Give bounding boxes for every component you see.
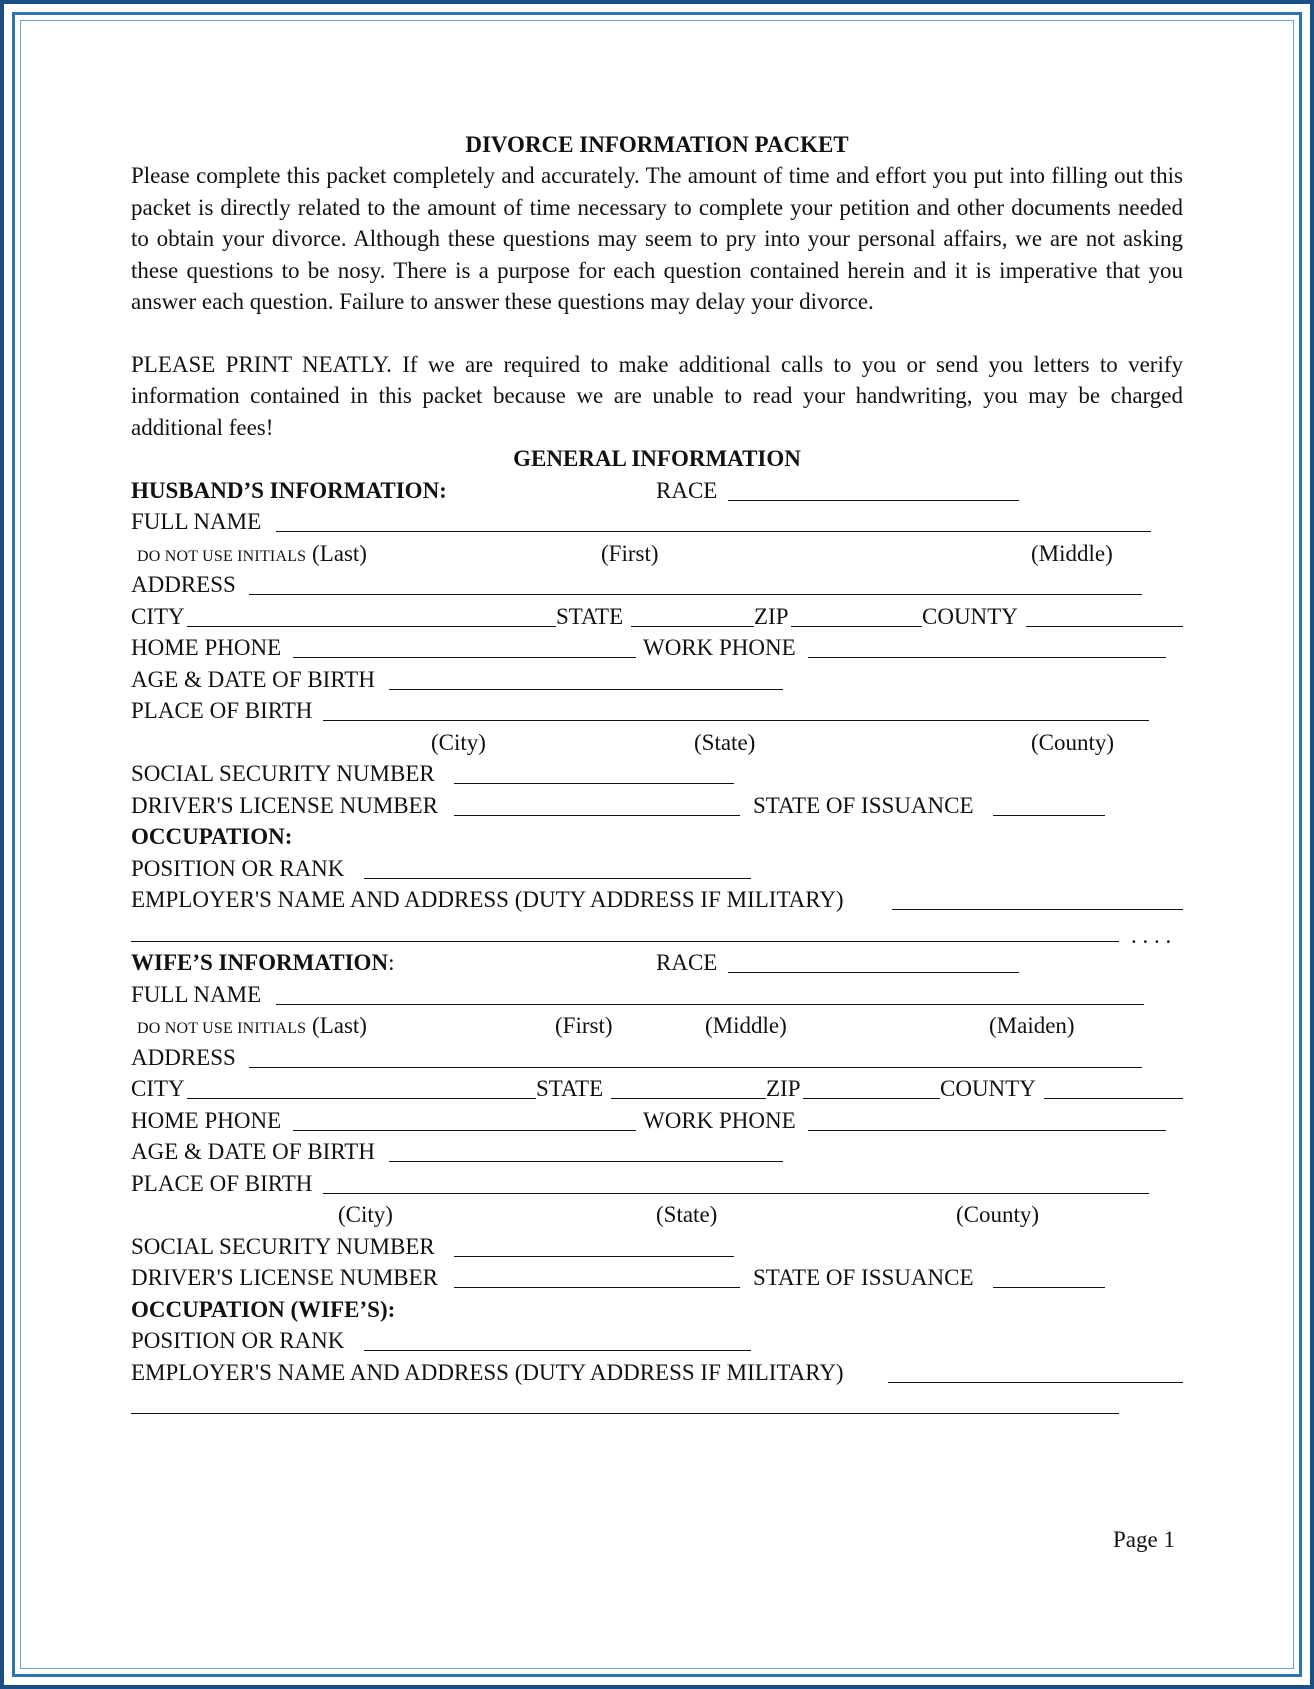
husband-ssn-row: [131, 758, 1183, 790]
state-label: STATE: [556, 603, 624, 629]
husband-address-row: [131, 569, 1183, 601]
husband-employer-field[interactable]: [892, 909, 1183, 910]
wife-employer-line2-row: [131, 1388, 1183, 1420]
husband-race-field[interactable]: [728, 500, 1019, 501]
document-title: DIVORCE INFORMATION PACKET: [465, 132, 849, 157]
zip-label: ZIP: [766, 1076, 801, 1101]
city-hint: (City): [338, 1202, 393, 1227]
city-hint: (City): [431, 729, 486, 755]
husband-age-row: [131, 664, 1183, 696]
city-label: CITY: [131, 1076, 185, 1101]
wife-heading-colon: :: [388, 950, 395, 975]
position-rank-label: POSITION OR RANK: [131, 1328, 345, 1353]
address-label: ADDRESS: [131, 1044, 236, 1070]
wife-employer-field-2[interactable]: [131, 1413, 1119, 1414]
husband-zip-field[interactable]: [791, 626, 922, 627]
husband-county-field[interactable]: [1026, 626, 1183, 627]
wife-state-of-issuance-field[interactable]: [993, 1287, 1105, 1288]
no-initials-note: DO NOT USE INITIALS: [137, 547, 307, 565]
wife-age-dob-field[interactable]: [389, 1161, 783, 1162]
employer-label: EMPLOYER'S NAME AND ADDRESS (DUTY ADDRESS IF MILITARY): [131, 1359, 844, 1385]
husband-employer-field-2[interactable]: [131, 941, 1119, 942]
page-number: Page 1: [1113, 1527, 1175, 1552]
husband-city-field[interactable]: [187, 626, 556, 627]
wife-race-field[interactable]: [728, 972, 1019, 973]
place-of-birth-label: PLACE OF BIRTH: [131, 698, 313, 723]
husband-place-of-birth-field[interactable]: [323, 720, 1149, 721]
wife-county-field[interactable]: [1044, 1098, 1183, 1099]
print-neatly-paragraph: PLEASE PRINT NEATLY. If we are required to make additional calls to you or send you letters to verify information contained in this packet because we are unable to read your handwriting, you may be charged additional fees!: [131, 351, 1183, 440]
position-rank-label: POSITION OR RANK: [131, 855, 345, 881]
husband-heading: HUSBAND’S INFORMATION:: [131, 477, 447, 503]
wife-occupation-row: [131, 1294, 1183, 1326]
wife-name-hint-row: [131, 1010, 1183, 1042]
middle-hint: (Middle): [1031, 540, 1113, 566]
husband-occupation-heading: OCCUPATION:: [131, 824, 293, 849]
wife-work-phone-field[interactable]: [808, 1130, 1166, 1131]
ssn-label: SOCIAL SECURITY NUMBER: [131, 1233, 435, 1259]
continuation-dots: . . . .: [1131, 922, 1172, 948]
dl-number-label: DRIVER'S LICENSE NUMBER: [131, 792, 438, 818]
middle-hint: (Middle): [705, 1013, 787, 1038]
first-hint: (First): [601, 540, 659, 566]
husband-dl-row: [131, 790, 1183, 822]
form-page: [131, 130, 1183, 1420]
husband-occupation-row: [131, 821, 1183, 853]
husband-home-phone-field[interactable]: [293, 657, 636, 658]
husband-heading-row: [131, 475, 1183, 507]
wife-occupation-heading: OCCUPATION (WIFE’S):: [131, 1296, 396, 1322]
ssn-label: SOCIAL SECURITY NUMBER: [131, 761, 435, 786]
wife-dl-number-field[interactable]: [454, 1287, 740, 1288]
husband-name-hint-row: [131, 538, 1183, 570]
last-hint: (Last): [312, 1013, 367, 1038]
general-information-heading: GENERAL INFORMATION: [513, 446, 801, 471]
first-hint: (First): [555, 1013, 613, 1038]
age-dob-label: AGE & DATE OF BIRTH: [131, 666, 375, 692]
wife-phone-row: [131, 1105, 1183, 1137]
work-phone-label: WORK PHONE: [643, 1107, 796, 1133]
race-label: RACE: [656, 950, 718, 975]
dl-number-label: DRIVER'S LICENSE NUMBER: [131, 1265, 438, 1290]
husband-birthplace-hint-row: [131, 727, 1183, 759]
husband-position-field[interactable]: [364, 878, 751, 879]
home-phone-label: HOME PHONE: [131, 1107, 282, 1133]
place-of-birth-label: PLACE OF BIRTH: [131, 1170, 313, 1196]
zip-label: ZIP: [754, 603, 789, 629]
husband-work-phone-field[interactable]: [808, 657, 1166, 658]
wife-ssn-field[interactable]: [454, 1256, 734, 1257]
husband-phone-row: [131, 632, 1183, 664]
home-phone-label: HOME PHONE: [131, 635, 282, 660]
work-phone-label: WORK PHONE: [643, 635, 796, 660]
husband-employer-row: [131, 884, 1183, 916]
wife-position-row: [131, 1325, 1183, 1357]
husband-address-field[interactable]: [249, 594, 1142, 595]
wife-place-of-birth-field[interactable]: [323, 1193, 1149, 1194]
husband-employer-line2-row: [131, 916, 1183, 948]
wife-age-row: [131, 1136, 1183, 1168]
state-of-issuance-label: STATE OF ISSUANCE: [753, 1265, 974, 1290]
husband-position-row: [131, 853, 1183, 885]
wife-position-field[interactable]: [364, 1350, 751, 1351]
wife-state-field[interactable]: [611, 1098, 766, 1099]
age-dob-label: AGE & DATE OF BIRTH: [131, 1139, 375, 1164]
county-hint: (County): [1031, 729, 1115, 755]
wife-birthplace-row: [131, 1168, 1183, 1200]
race-label: RACE: [656, 477, 718, 503]
state-label: STATE: [536, 1076, 604, 1101]
state-hint: (State): [694, 729, 756, 755]
wife-home-phone-field[interactable]: [293, 1130, 636, 1131]
wife-birthplace-hint-row: [131, 1199, 1183, 1231]
husband-ssn-field[interactable]: [454, 783, 734, 784]
county-label: COUNTY: [922, 603, 1018, 629]
county-label: COUNTY: [940, 1076, 1036, 1101]
maiden-hint: (Maiden): [989, 1013, 1075, 1038]
husband-age-dob-field[interactable]: [389, 689, 783, 690]
wife-employer-row: [131, 1357, 1183, 1389]
address-label: ADDRESS: [131, 572, 236, 597]
full-name-label: FULL NAME: [131, 981, 262, 1007]
wife-zip-field[interactable]: [803, 1098, 940, 1099]
county-hint: (County): [956, 1202, 1040, 1227]
employer-label: EMPLOYER'S NAME AND ADDRESS (DUTY ADDRESS IF MILITARY): [131, 887, 844, 912]
intro-paragraph: Please complete this packet completely and accurately. The amount of time and effort you put into filling out this packet is directly related to the amount of time necessary to complete your petition and other documents needed to obtain your divorce. Although these questions may seem to pry into your personal affairs, we are not asking these questions to be nosy. There is a purpose for each question contained herein and it is imperative that you answer each question. Failure to answer these questions may delay your divorce.: [131, 163, 1183, 314]
husband-full-name-row: [131, 506, 1183, 538]
wife-dl-row: [131, 1262, 1183, 1294]
wife-address-row: [131, 1042, 1183, 1074]
wife-city-row: [131, 1073, 1183, 1105]
wife-employer-field[interactable]: [888, 1382, 1183, 1383]
wife-city-field[interactable]: [187, 1098, 536, 1099]
full-name-label: FULL NAME: [131, 509, 262, 534]
last-hint: (Last): [312, 540, 367, 566]
husband-dl-number-field[interactable]: [454, 815, 740, 816]
no-initials-note: DO NOT USE INITIALS: [137, 1020, 307, 1037]
wife-heading: WIFE’S INFORMATION: [131, 950, 389, 975]
husband-state-of-issuance-field[interactable]: [993, 815, 1105, 816]
city-label: CITY: [131, 603, 185, 629]
state-hint: (State): [656, 1202, 718, 1227]
husband-full-name-field[interactable]: [276, 531, 1151, 532]
husband-city-row: [131, 601, 1183, 633]
husband-state-field[interactable]: [631, 626, 754, 627]
husband-birthplace-row: [131, 695, 1183, 727]
wife-full-name-row: [131, 979, 1183, 1011]
wife-full-name-field[interactable]: [276, 1004, 1144, 1005]
wife-address-field[interactable]: [249, 1067, 1142, 1068]
wife-heading-row: [131, 947, 1183, 979]
state-of-issuance-label: STATE OF ISSUANCE: [753, 792, 974, 818]
wife-ssn-row: [131, 1231, 1183, 1263]
